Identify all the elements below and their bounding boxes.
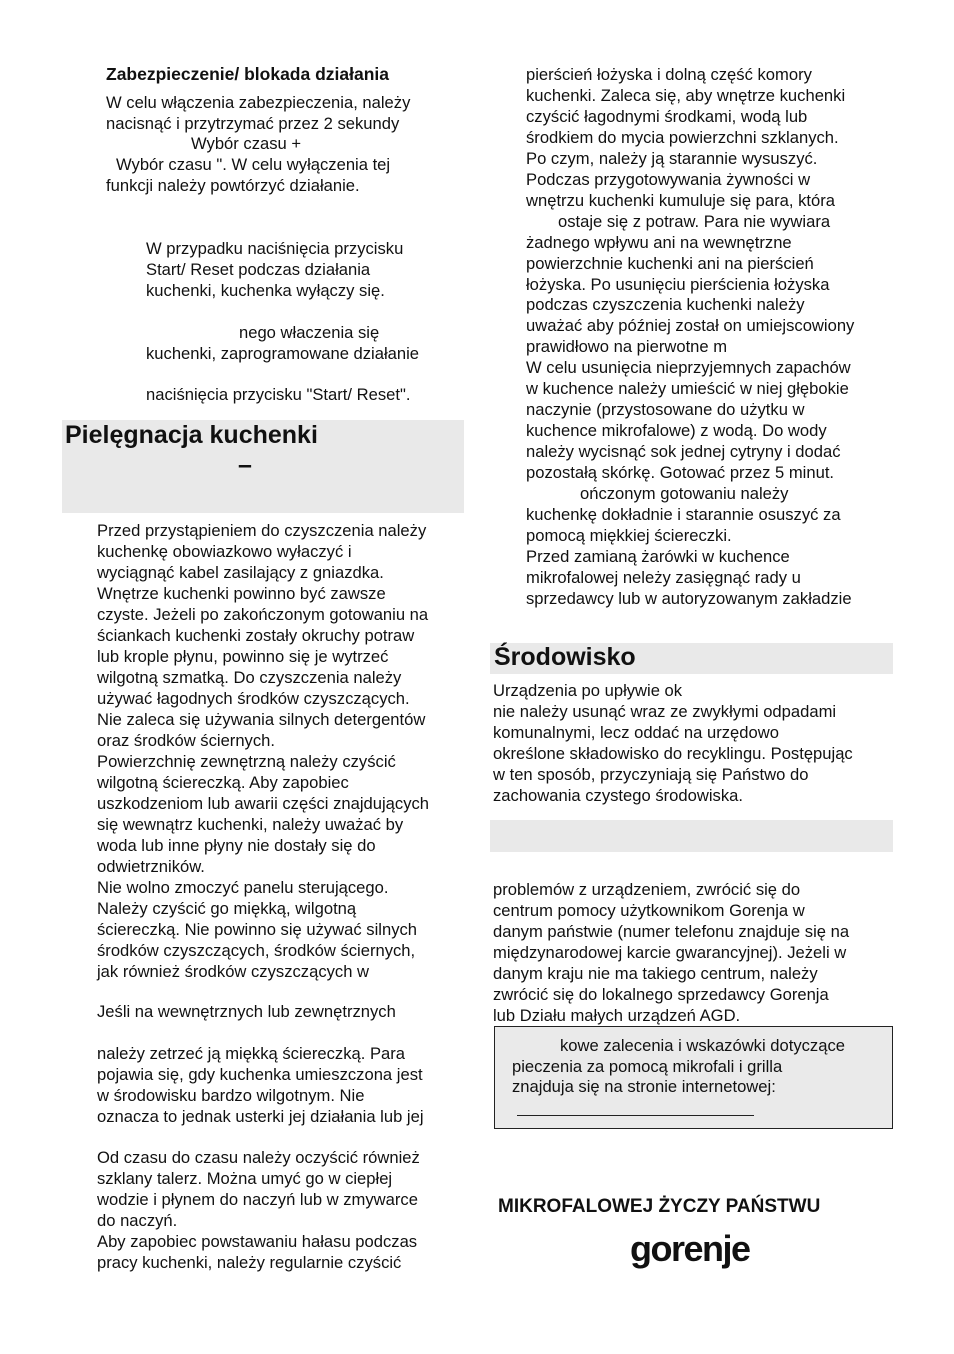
lock-text-line: W celu włączenia zabezpieczenia, należy bbox=[106, 93, 411, 112]
paragraph-line: używać łagodnych środków czyszczących. bbox=[97, 689, 410, 708]
paragraph-line: kuchenkę dokładnie i starannie osuszyć za bbox=[526, 505, 841, 524]
paragraph-line: Po czym, należy ją starannie wysuszyć. bbox=[526, 149, 818, 168]
paragraph-line: powierzchnie kuchenki ani na pierścień bbox=[526, 254, 814, 273]
paragraph-line: pojawia się, gdy kuchenka umieszczona jest bbox=[97, 1065, 423, 1084]
paragraph-line: Od czasu do czasu należy oczyścić również bbox=[97, 1148, 420, 1167]
paragraph-line: żadnego wpływu ani na wewnętrzne bbox=[526, 233, 792, 252]
paragraph-line: Przed przystąpieniem do czyszczenia należy bbox=[97, 521, 427, 540]
paragraph-line: prawidłowo na pierwotne m bbox=[526, 337, 728, 356]
paragraph-line: w ten sposób, przyczyniają się Państwo do bbox=[493, 765, 809, 784]
paragraph-line: kuchenkę obowiazkowo wyłaczyć i bbox=[97, 542, 352, 561]
paragraph-line: lub krople płynu, powinno się je wytrzeć bbox=[97, 647, 389, 666]
paragraph-line: międzynarodowej karcie gwarancyjnej). Jeżeli w bbox=[493, 943, 847, 962]
paragraph-line: pomocą miękkiej ściereczki. bbox=[526, 526, 732, 545]
website-link-underline[interactable] bbox=[517, 1115, 754, 1116]
note-text-line: W przypadku naciśnięcia przycisku bbox=[146, 239, 404, 258]
paragraph-line: się wewnątrz kuchenki, należy uważać by bbox=[97, 815, 404, 834]
paragraph-line: pozostałą skórkę. Gotować przez 5 minut. bbox=[526, 463, 835, 482]
paragraph-line: Aby zapobiec powstawaniu hałasu podczas bbox=[97, 1232, 418, 1251]
paragraph-line: danym państwie (numer telefonu znajduje się na bbox=[493, 922, 850, 941]
note-text-line: kuchenki, zaprogramowane działanie bbox=[146, 344, 420, 363]
paragraph-line: W celu usunięcia nieprzyjemnych zapachów bbox=[526, 358, 851, 377]
service-heading-bar bbox=[490, 820, 893, 852]
paragraph-line: lub Działu małych urządzeń AGD. bbox=[493, 1006, 741, 1025]
lock-text-line: nacisnąć i przytrzymać przez 2 sekundy bbox=[106, 114, 400, 133]
paragraph-line: kuchence mikrofalowe) z wodą. Do wody bbox=[526, 421, 827, 440]
paragraph-line: czyścić łagodnymi środkami, wodą lub bbox=[526, 107, 808, 126]
paragraph-line: oraz środków ściernych. bbox=[97, 731, 275, 750]
paragraph-line: Należy czyścić go miękką, wilgotną bbox=[97, 899, 357, 918]
paragraph-line: mikrofalowej neleży zasięgnąć rady u bbox=[526, 568, 801, 587]
paragraph-line: centrum pomocy użytkownikom Gorenja w bbox=[493, 901, 805, 920]
paragraph-line: należy zetrzeć ją miękką ściereczką. Para bbox=[97, 1044, 406, 1063]
lock-section-title: Zabezpieczenie/ blokada działania bbox=[106, 64, 390, 84]
paragraph-line: wodzie i płynem do naczyń lub w zmywarce bbox=[97, 1190, 418, 1209]
note-text-line: Start/ Reset podczas działania bbox=[146, 260, 371, 279]
paragraph-line: w kuchence należy umieścić w niej głębokie bbox=[526, 379, 849, 398]
paragraph-line: danym kraju nie ma takiego centrum, należy bbox=[493, 964, 818, 983]
paragraph-line: Nie wolno zmoczyć panelu sterującego. bbox=[97, 878, 389, 897]
paragraph-line: Wnętrze kuchenki powinno być zawsze bbox=[97, 584, 386, 603]
paragraph-line: Jeśli na wewnętrznych lub zewnętrznych bbox=[97, 1002, 396, 1021]
paragraph-line: Przed zamianą żarówki w kuchence bbox=[526, 547, 790, 566]
paragraph-line: ściankach kuchenki zostały okruchy potraw bbox=[97, 626, 415, 645]
paragraph-line: wilgotną szmatką. Do czyszczenia należy bbox=[97, 668, 402, 687]
paragraph-line: sprzedawcy lub w autoryzowanym zakładzie bbox=[526, 589, 852, 608]
paragraph-line: naczynie (przystosowane do użytku w bbox=[526, 400, 805, 419]
gorenje-logo: gorenje bbox=[630, 1228, 750, 1269]
paragraph-line: zwrócić się do lokalnego sprzedawcy Gorenja bbox=[493, 985, 829, 1004]
environment-section-title: Środowisko bbox=[494, 643, 636, 671]
paragraph-line: problemów z urządzeniem, zwrócić się do bbox=[493, 880, 801, 899]
paragraph-line: oznacza to jednak usterki jej działania lub jej bbox=[97, 1107, 424, 1126]
paragraph-line: ostaje się z potraw. Para nie wywiara bbox=[558, 212, 831, 231]
paragraph-line: ończonym gotowaniu należy bbox=[580, 484, 789, 503]
note-text-line: nego właczenia się bbox=[239, 323, 380, 342]
paragraph-line: nie należy usunąć wraz ze zwykłymi odpadami bbox=[493, 702, 837, 721]
paragraph-line: odwietrzników. bbox=[97, 857, 205, 876]
closing-slogan: MIKROFALOWEJ ŻYCZY PAŃSTWU bbox=[498, 1196, 821, 1217]
paragraph-line: wnętrzu kuchenki kumuluje się para, która bbox=[526, 191, 835, 210]
paragraph-line: podczas czyszczenia kuchenki należy bbox=[526, 295, 805, 314]
paragraph-line: woda lub inne płyny nie dostały się do bbox=[97, 836, 376, 855]
care-section-subtitle: – bbox=[238, 451, 252, 479]
paragraph-line: określone składowisko do recyklingu. Postępując bbox=[493, 744, 853, 763]
lock-text-line: Wybór czasu ". W celu wyłączenia tej bbox=[116, 155, 391, 174]
tips-text-line: kowe zalecenia i wskazówki dotyczące bbox=[560, 1036, 845, 1055]
paragraph-line: łożyska. Po usunięciu pierścienia łożyska bbox=[526, 275, 830, 294]
paragraph-line: pracy kuchenki, należy regularnie czyścić bbox=[97, 1253, 402, 1272]
paragraph-line: ściereczką. Nie powinno się używać silnych bbox=[97, 920, 418, 939]
paragraph-line: Urządzenia po upływie ok bbox=[493, 681, 683, 700]
paragraph-line: środkiem do mycia powierzchni szklanych. bbox=[526, 128, 839, 147]
note-text-line: kuchenki, kuchenka wyłączy się. bbox=[146, 281, 385, 300]
paragraph-line: jak również środków czyszczących w bbox=[97, 962, 370, 981]
lock-text-line: funkcji należy powtórzyć działanie. bbox=[106, 176, 360, 195]
note-text-line: naciśnięcia przycisku "Start/ Reset". bbox=[146, 385, 411, 404]
paragraph-line: Podczas przygotowywania żywności w bbox=[526, 170, 811, 189]
paragraph-line: Powierzchnię zewnętrzną należy czyścić bbox=[97, 752, 396, 771]
paragraph-line: Nie zaleca się używania silnych detergentów bbox=[97, 710, 426, 729]
paragraph-line: wyciągnąć kabel zasilający z gniazdka. bbox=[97, 563, 384, 582]
tips-text-line: znajduja się na stronie internetowej: bbox=[512, 1077, 776, 1096]
paragraph-line: do naczyń. bbox=[97, 1211, 178, 1230]
paragraph-line: należy wycisnąć sok jednej cytryny i dodać bbox=[526, 442, 841, 461]
paragraph-line: zachowania czystego środowiska. bbox=[493, 786, 743, 805]
care-section-title: Pielęgnacja kuchenki bbox=[65, 421, 318, 449]
paragraph-line: szklany talerz. Można umyć go w ciepłej bbox=[97, 1169, 393, 1188]
paragraph-line: uważać aby później został on umiejscowiony bbox=[526, 316, 855, 335]
paragraph-line: wilgotną ściereczką. Aby zapobiec bbox=[97, 773, 349, 792]
tips-text-line: pieczenia za pomocą mikrofali i grilla bbox=[512, 1057, 783, 1076]
paragraph-line: kuchenki. Zaleca się, aby wnętrze kuchenki bbox=[526, 86, 846, 105]
paragraph-line: w środowisku bardzo wilgotnym. Nie bbox=[97, 1086, 365, 1105]
paragraph-line: czyste. Jeżeli po zakończonym gotowaniu na bbox=[97, 605, 429, 624]
paragraph-line: środków czyszczących, środków ściernych, bbox=[97, 941, 416, 960]
lock-text-line: Wybór czasu + bbox=[191, 134, 302, 153]
paragraph-line: uszkodzeniom lub awarii części znajdujących bbox=[97, 794, 430, 813]
paragraph-line: komunalnymi, lecz oddać na urzędowo bbox=[493, 723, 779, 742]
paragraph-line: pierścień łożyska i dolną część komory bbox=[526, 65, 812, 84]
